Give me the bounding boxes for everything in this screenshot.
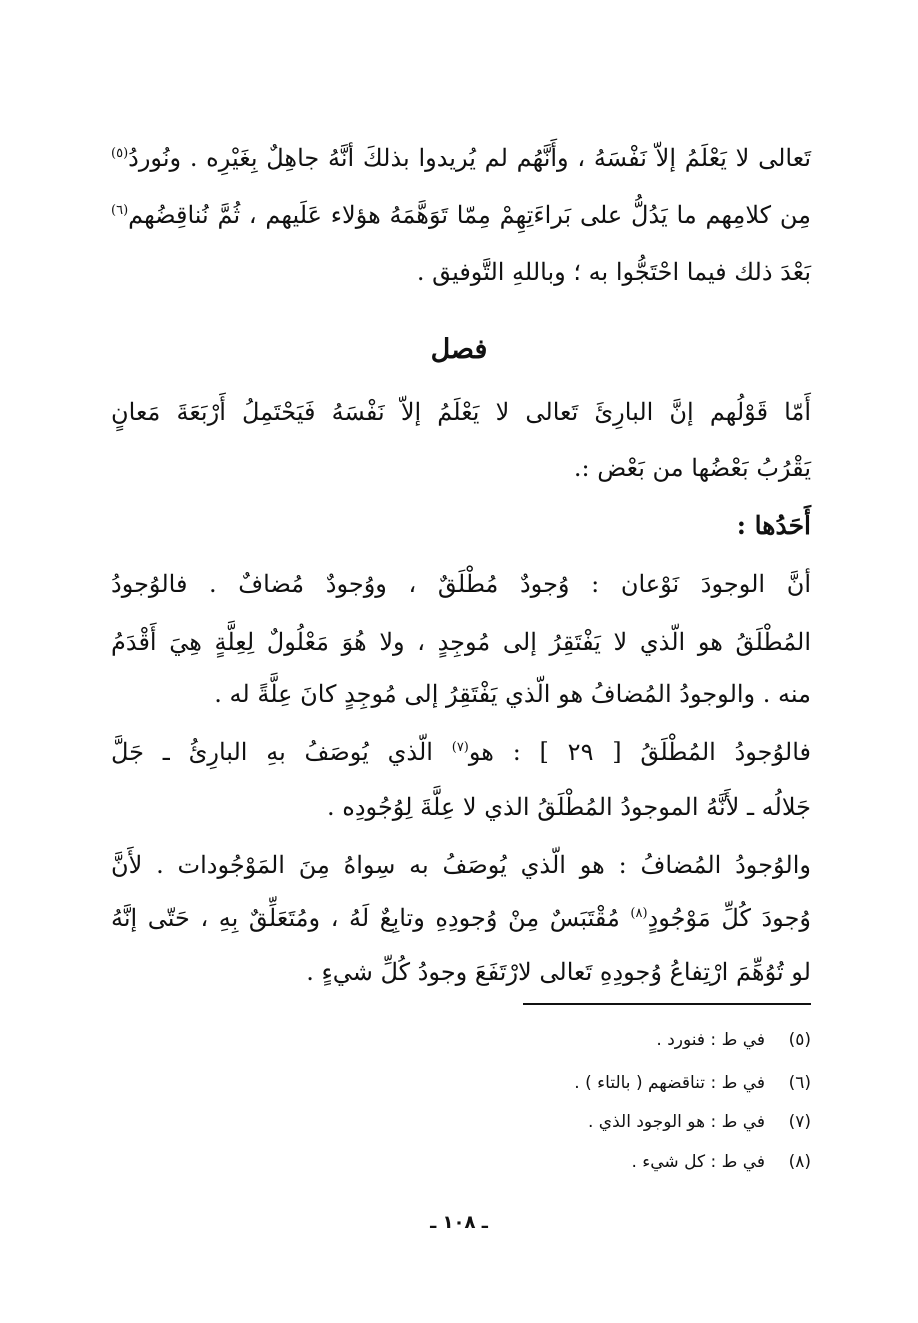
footnote (311, 1068, 811, 1098)
line-text: المُطْلَقُ هو الّذي لا يَفْتَقِرُ إلى مُوجِدٍ ، ولا هُوَ مَعْلُولٌ لِعِلَّةٍ هِيَ أَقْدَمُ (111, 628, 811, 656)
text-line (111, 195, 811, 235)
line-text: بَعْدَ ذلك فيما احْتَجُّوا به ؛ وباللهِ التَّوفيق . (416, 258, 811, 286)
text-line (111, 898, 811, 938)
footnote-number: (٨) (788, 1152, 811, 1172)
line-text: أنَّ الوجودَ نَوْعان : وُجودٌ مُطْلَقٌ ، ووُجودٌ مُضافٌ . فالوُجودُ (111, 570, 811, 598)
footnote-text: في ط : هو الوجود الذي . (588, 1112, 765, 1132)
footnote-number: (٧) (788, 1112, 811, 1132)
section-heading: فصل (430, 334, 488, 365)
text-line (111, 138, 811, 178)
line-text: وُجودَ كُلِّ مَوْجُودٍ (647, 904, 812, 932)
line-text: مُقْتَبَسٌ مِنْ وُجودِهِ وتابِعٌ لَهُ ، ومُتَعَلِّقٌ بِهِ ، حَتّى إنَّهُ (111, 904, 631, 932)
footnote-ref: (٥) (111, 146, 129, 161)
footnote-ref: (٦) (111, 203, 129, 218)
line-text: مِن كلامِهم ما يَدُلُّ على بَراءَتِهِمْ مِمّا تَوَهَّمَهُ هؤلاء عَلَيهم ، ثُمَّ نُناقِضُهم (128, 201, 811, 229)
line-text: والوُجودُ المُضافُ : هو الّذي يُوصَفُ به سِواهُ مِنَ المَوْجُودات . لأَنَّ (111, 851, 811, 879)
footnote-divider (523, 1003, 811, 1005)
footnote (311, 1025, 811, 1055)
footnote-ref: (٨) (630, 906, 648, 921)
text-line (111, 622, 811, 662)
footnote (311, 1107, 811, 1137)
text-line (111, 787, 811, 827)
text-line (111, 448, 811, 488)
line-text: أَمّا قَوْلُهم إنَّ البارِئَ تَعالى لا يَعْلَمُ إلاّ نَفْسَهُ فَيَحْتَمِلُ أَرْبَعَةَ مَعانٍ (111, 398, 811, 426)
line-text: تَعالى لا يَعْلَمُ إلاّ نَفْسَهُ ، وأَنَّهُم لم يُريدوا بذلكَ أنَّهُ جاهِلٌ بِغَيْرِه . ونُوردُ (128, 144, 811, 172)
text-line (111, 732, 811, 772)
text-line (111, 845, 811, 885)
footnote-text: في ط : تناقضهم ( بالتاء ) . (574, 1073, 765, 1093)
subheading: أَحَدُها : (736, 511, 811, 540)
line-text: يَقْرُبُ بَعْضُها من بَعْض :. (573, 454, 811, 482)
footnote (311, 1147, 811, 1177)
footnote-text: في ط : فنورد . (656, 1030, 765, 1050)
line-text: لو تُوُهِّمَ ارْتِفاعُ وُجودِهِ تَعالى لارْتَفَعَ وجودُ كُلِّ شيءٍ . (306, 958, 811, 986)
footnote-text: في ط : كل شيء . (631, 1152, 765, 1172)
footnote-number: (٦) (788, 1073, 811, 1093)
text-line (111, 564, 811, 604)
text-line (111, 674, 811, 714)
line-text: منه . والوجودُ المُضافُ هو الّذي يَفْتَقِرُ إلى مُوجِدٍ كانَ عِلَّةً له . (214, 680, 811, 708)
text-line (111, 392, 811, 432)
page-number: ـ ١٠٨ ـ (430, 1212, 488, 1233)
text-line (111, 252, 811, 292)
line-text: جَلالُه ـ لأَنَّهُ الموجودُ المُطْلَقُ الذي لا عِلَّةَ لِوُجُودِه . (327, 793, 811, 821)
line-text: فالوُجودُ المُطْلَقُ [ ٢٩ ] : هو (468, 738, 812, 766)
footnote-ref: (٧) (451, 740, 469, 755)
line-text: الّذي يُوصَفُ بهِ البارِئُ ـ جَلَّ (111, 738, 452, 766)
text-line (111, 952, 811, 992)
footnote-number: (٥) (788, 1030, 811, 1050)
